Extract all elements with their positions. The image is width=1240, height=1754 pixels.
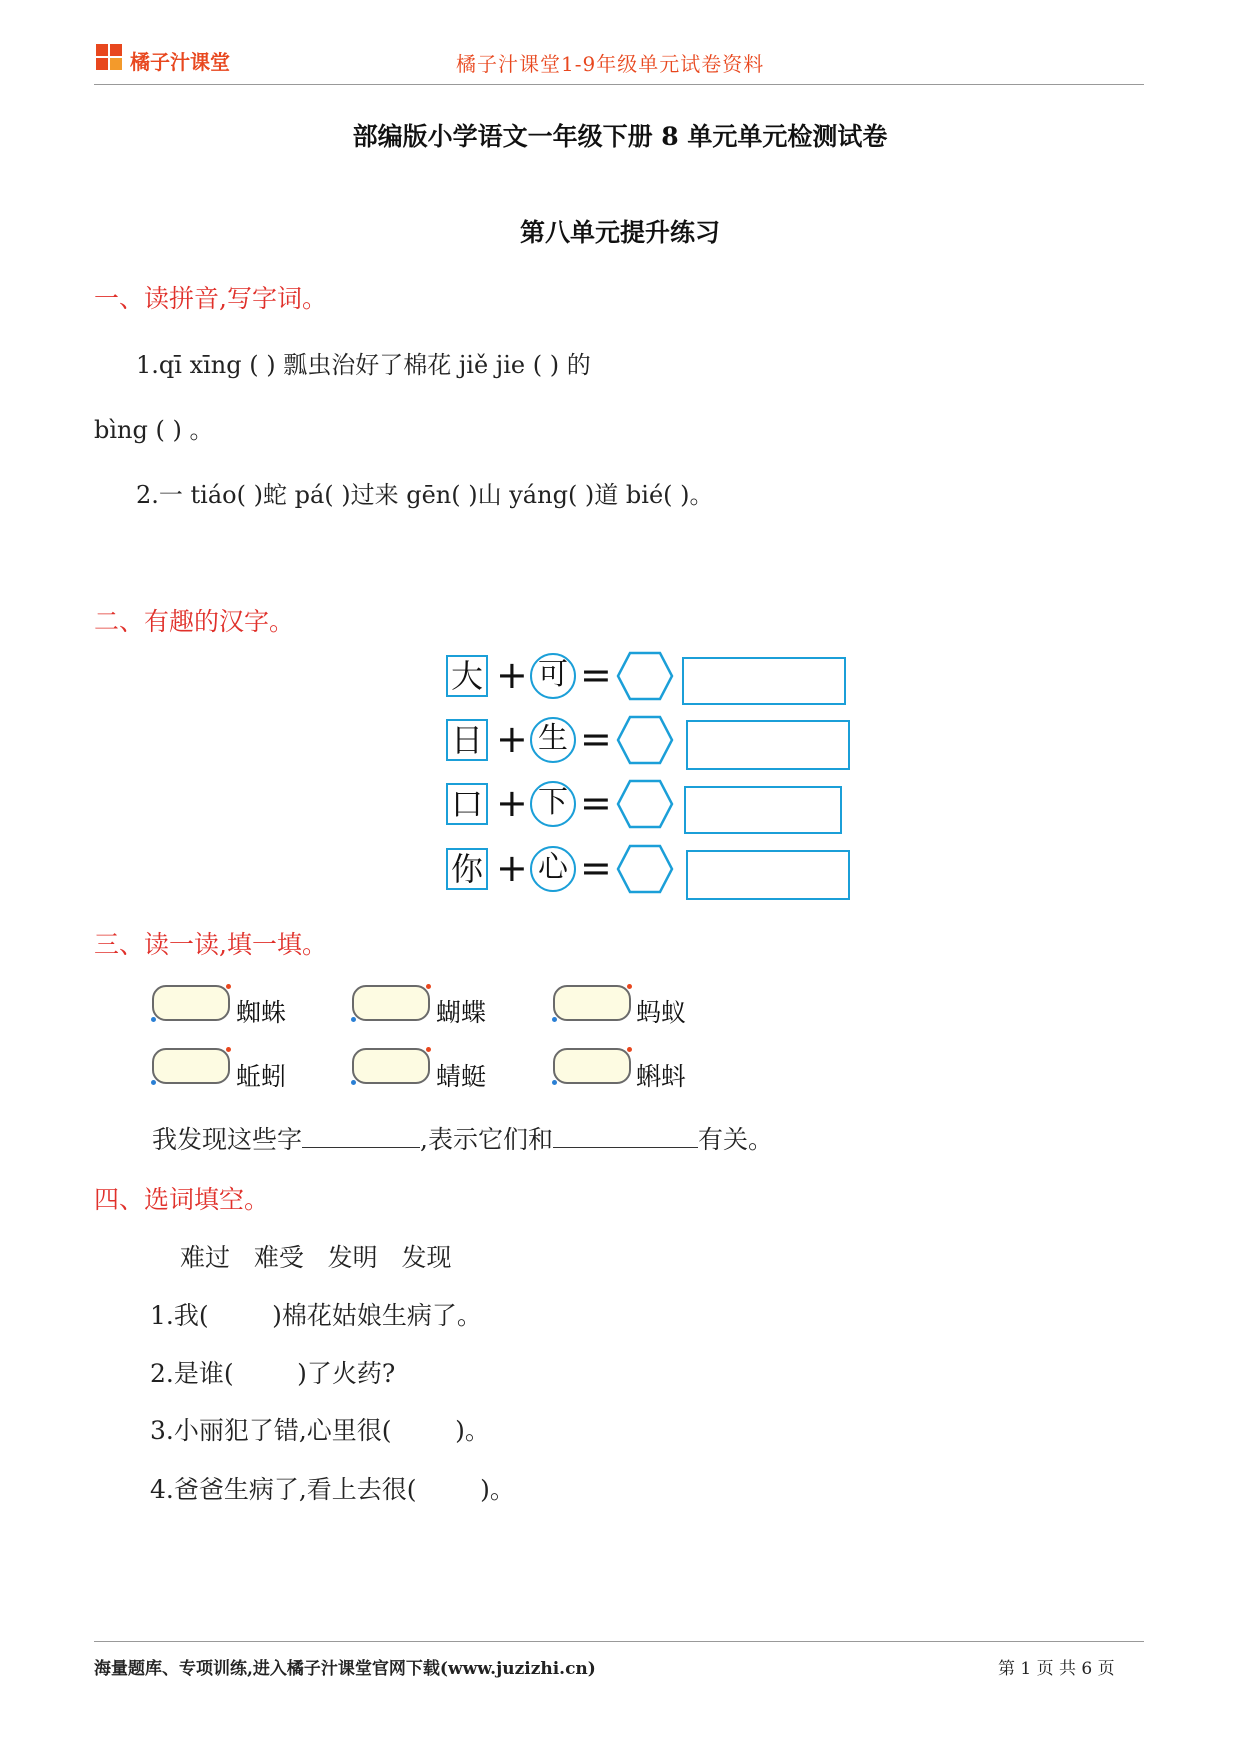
sentence-part-b: ,表示它们和 [420,1125,553,1154]
component-circle: 生 [530,717,576,763]
sentence-part-c: 有关。 [697,1125,773,1154]
word-4: 蚯蚓 [236,1062,287,1091]
discovery-sentence [152,1120,773,1156]
question-1-line2: bìng ( ) 。 [94,416,214,444]
plus-sign: + [496,653,528,697]
question-2: 2.一 tiáo( )蛇 pá( )过来 gēn( )山 yáng( )道 bié( )。 [136,481,714,509]
fill-question-4: 4.爸爸生病了,看上去很( )。 [150,1475,515,1504]
footer-promo: 海量题库、专项训练,进入橘子汁课堂官网下载(www.juzizhi.cn) [94,1659,596,1679]
fill-blank-1[interactable] [302,1121,420,1148]
question-1-line1: 1.qī xīng ( ) 瓢虫治好了棉花 jiě jie ( ) 的 [136,351,591,379]
equals-sign: = [580,653,612,697]
footer-divider [94,1641,1144,1642]
component-circle: 心 [530,846,576,892]
fill-blank-2[interactable] [553,1121,698,1148]
answer-pill[interactable] [553,985,631,1021]
header-title: 橘子汁课堂1-9年级单元试卷资料 [456,52,765,76]
answer-hexagon[interactable] [616,651,674,701]
equals-sign: = [580,846,612,890]
answer-hexagon[interactable] [616,779,674,829]
logo-icon [96,44,124,72]
component-square: 口 [446,783,488,825]
fill-question-3: 3.小丽犯了错,心里很( )。 [150,1416,490,1445]
equals-sign: = [580,781,612,825]
fill-question-2: 2.是谁( )了火药? [150,1359,396,1388]
answer-hexagon[interactable] [616,844,674,894]
answer-pill[interactable] [553,1048,631,1084]
document-subtitle: 第八单元提升练习 [519,218,720,247]
answer-box[interactable] [686,720,850,770]
plus-sign: + [496,781,528,825]
answer-hexagon[interactable] [616,715,674,765]
answer-box[interactable] [682,657,846,705]
section4-heading: 四、选词填空。 [94,1185,270,1214]
section2-heading: 二、有趣的汉字。 [94,607,295,636]
section3-heading: 三、读一读,填一填。 [94,930,327,959]
component-square: 你 [446,848,488,890]
fill-question-1: 1.我( )棉花姑娘生病了。 [150,1301,482,1330]
logo-text: 橘子汁课堂 [130,50,230,74]
word-3: 蚂蚁 [636,998,687,1027]
answer-pill[interactable] [352,985,430,1021]
answer-pill[interactable] [152,1048,230,1084]
header-divider [94,84,1144,85]
document-title: 部编版小学语文一年级下册 8 单元单元检测试卷 [352,122,888,151]
component-circle: 可 [530,653,576,699]
plus-sign: + [496,846,528,890]
section1-heading: 一、读拼音,写字词。 [94,284,327,313]
answer-pill[interactable] [152,985,230,1021]
component-square: 日 [446,719,488,761]
answer-box[interactable] [686,850,850,900]
plus-sign: + [496,717,528,761]
page-number: 第 1 页 共 6 页 [998,1659,1115,1679]
word-options: 难过 难受 发明 发现 [180,1243,452,1272]
word-2: 蝴蝶 [436,998,487,1027]
sentence-part-a: 我发现这些字 [152,1125,303,1154]
answer-pill[interactable] [352,1048,430,1084]
component-square: 大 [446,655,488,697]
word-5: 蜻蜓 [436,1062,487,1091]
equals-sign: = [580,717,612,761]
component-circle: 下 [530,781,576,827]
word-1: 蜘蛛 [236,998,287,1027]
answer-box[interactable] [684,786,842,834]
word-6: 蝌蚪 [636,1062,687,1091]
